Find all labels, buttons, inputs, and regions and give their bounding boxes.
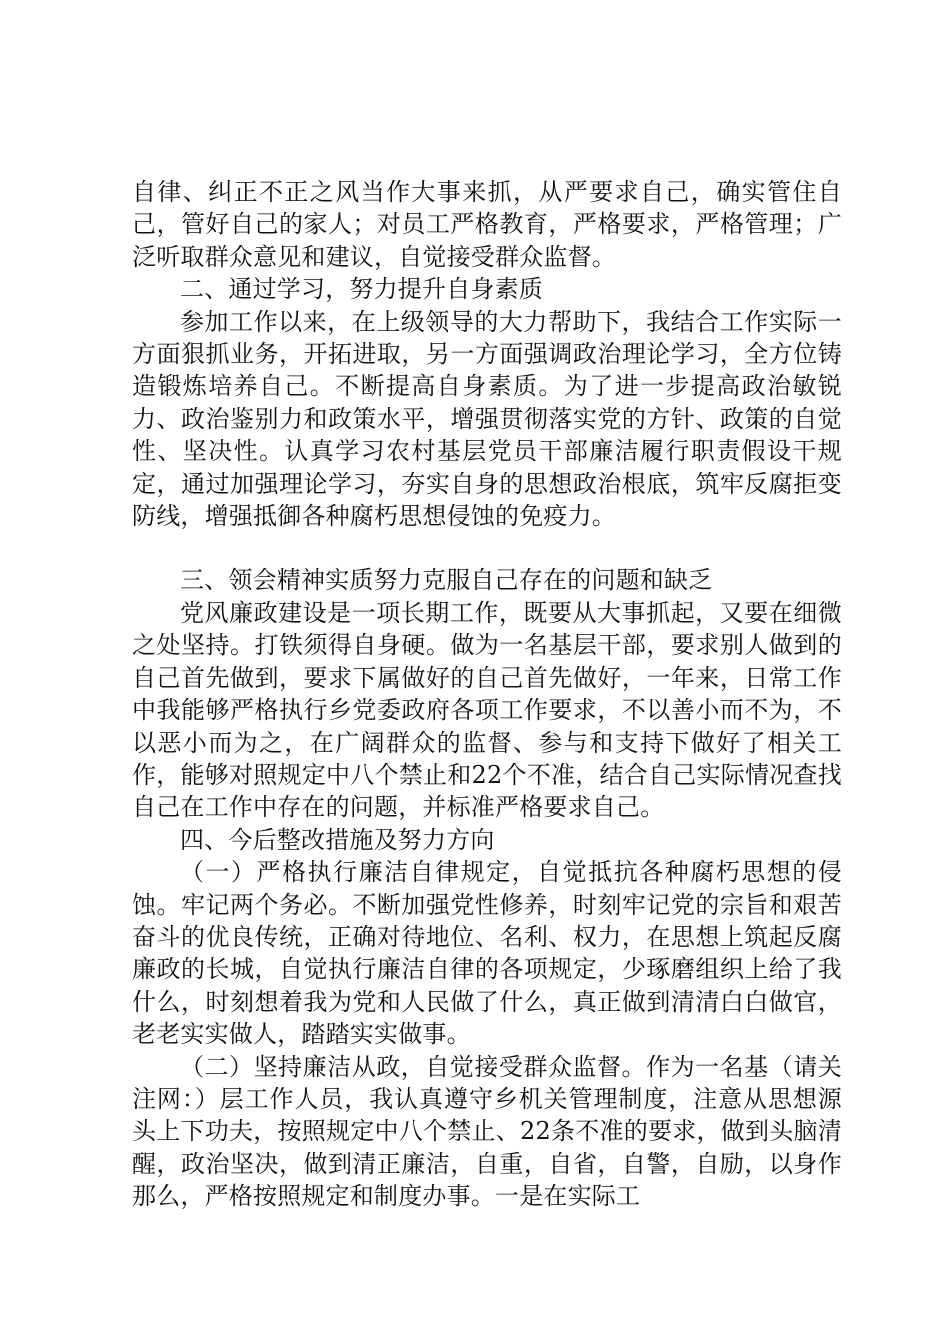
heading-section-three: 三、领会精神实质努力克服自己存在的问题和缺乏 xyxy=(180,566,713,595)
paragraph-measure-one: （一）严格执行廉洁自律规定，自觉抵抗各种腐朽思想的侵蚀。牢记两个务必。不断加强党性修养，时刻牢记党的宗旨和艰苦奋斗的优良传统，正确对待地位、名利、权力，在思想上筑起反腐廉政的长城，自觉执行廉洁自律的各项规定，少琢磨组织上给了我什么，时刻想着我为党和人民做了什么，真正做到清清白白做官，老老实实做人，踏踏实实做事。 xyxy=(132,858,842,1049)
heading-section-two: 二、通过学习，努力提升自身素质 xyxy=(180,275,543,304)
heading-section-four: 四、今后整改措施及努力方向 xyxy=(180,825,495,854)
paragraph-discipline-continued: 自律、纠正不正之风当作大事来抓，从严要求自己，确实管住自己，管好自己的家人；对员工严格教育，严格要求，严格管理；广泛听取群众意见和建议，自觉接受群众监督。 xyxy=(132,178,842,271)
paragraph-measure-two: （二）坚持廉洁从政，自觉接受群众监督。作为一名基（请关注网：）层工作人员，我认真遵守乡机关管理制度，注意从思想源头上下功夫，按照规定中八个禁止、22条不准的要求，做到头脑清醒，政治坚决，做到清正廉洁，自重，自省，自警，自励，以身作那么，严格按照规定和制度办事。一是在实际工 xyxy=(132,1052,842,1211)
paragraph-study: 参加工作以来，在上级领导的大力帮助下，我结合工作实际一方面狠抓业务，开拓进取，另一方面强调政治理论学习，全方位铸造锻炼培养自己。不断提高自身素质。为了进一步提高政治敏锐力、政治鉴别力和政策水平，增强贯彻落实党的方针、政策的自觉性、坚决性。认真学习农村基层党员干部廉洁履行职责假设干规定，通过加强理论学习，夯实自身的思想政治根底，筑牢反腐拒变防线，增强抵御各种腐朽思想侵蚀的免疫力。 xyxy=(132,307,842,531)
paragraph-problems: 党风廉政建设是一项长期工作，既要从大事抓起，又要在细微之处坚持。打铁须得自身硬。做为一名基层干部，要求别人做到的自己首先做到，要求下属做好的自己首先做好，一年来，日常工作中我能够严格执行乡党委政府各项工作要求，不以善小而不为，不以恶小而为之，在广阔群众的监督、参与和支持下做好了相关工作，能够对照规定中八个禁止和22个不准，结合自己实际情况查找自己在工作中存在的问题，并标准严格要求自己。 xyxy=(132,598,842,822)
paragraph-gap xyxy=(132,532,842,564)
document-page xyxy=(132,176,842,1213)
